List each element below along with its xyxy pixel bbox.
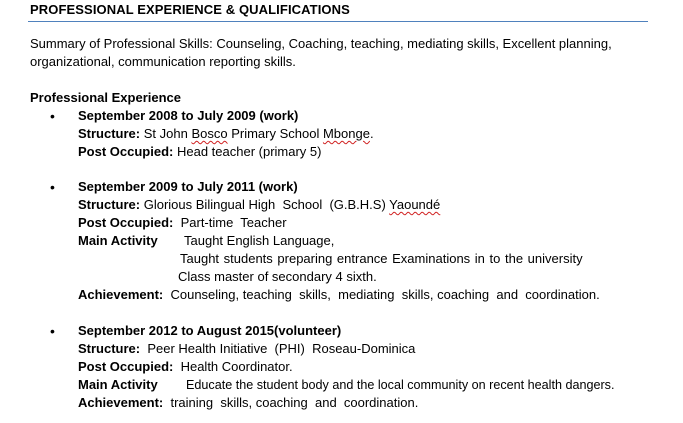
activity-label: Main Activity [78, 377, 158, 392]
structure-label: Structure: [78, 341, 141, 356]
structure-label: Structure: [78, 126, 141, 141]
spellcheck-word: Yaoundé [389, 197, 441, 212]
heading-rule [28, 21, 648, 22]
post-value: Part-time Teacher [173, 215, 287, 230]
bullet: • [50, 179, 55, 195]
job-period: September 2012 to August 2015(volunteer) [78, 323, 342, 338]
achievement-label: Achievement: [78, 395, 164, 410]
activity-line: Class master of secondary 4 sixth. [178, 269, 377, 284]
bullet: • [50, 108, 55, 124]
structure-value: Peer Health Initiative (PHI) Roseau-Dominica [140, 341, 416, 356]
activity-line: Taught English Language, [184, 233, 335, 248]
summary-line: organizational, communication reporting skills. [30, 54, 296, 69]
post-label: Post Occupied: [78, 359, 174, 374]
job-structure [78, 125, 374, 143]
summary-line: Summary of Professional Skills: Counseling, Coaching, teaching, mediating skills, Excellent planning, [30, 36, 612, 51]
post-value: Health Coordinator. [173, 359, 293, 374]
job-achievement [78, 286, 600, 304]
job-structure [78, 196, 440, 214]
achievement-value: Counseling, teaching skills, mediating skills, coaching and coordination. [163, 287, 600, 302]
job-post [78, 358, 293, 376]
experience-title: Professional Experience [30, 90, 182, 105]
structure-value: . [369, 126, 374, 141]
skills-summary [30, 35, 660, 71]
spellcheck-word: Mbonge [322, 126, 370, 141]
activity-line: Educate the student body and the local community on recent health dangers. [186, 378, 615, 392]
job-achievement [78, 394, 418, 412]
post-label: Post Occupied: [78, 215, 174, 230]
activity-label: Main Activity [78, 233, 158, 248]
structure-label: Structure: [78, 197, 141, 212]
job-period: September 2008 to July 2009 (work) [78, 108, 299, 123]
job-post [78, 214, 287, 232]
bullet: • [50, 323, 55, 339]
structure-value: Glorious Bilingual High School (G.B.H.S) [140, 197, 390, 212]
spellcheck-word: Bosco [191, 126, 228, 141]
achievement-value: training skills, coaching and coordination. [163, 395, 419, 410]
achievement-label: Achievement: [78, 287, 164, 302]
activity-line: Taught students preparing entrance Examinations in to the university [180, 251, 583, 266]
job-structure [78, 340, 415, 358]
post-label: Post Occupied: [78, 144, 174, 159]
job-period: September 2009 to July 2011 (work) [78, 179, 298, 194]
structure-value: Primary School [227, 126, 323, 141]
job-post [78, 143, 321, 161]
section-heading: PROFESSIONAL EXPERIENCE & QUALIFICATIONS [30, 2, 350, 17]
post-value: Head teacher (primary 5) [173, 144, 322, 159]
structure-value: St John [140, 126, 192, 141]
